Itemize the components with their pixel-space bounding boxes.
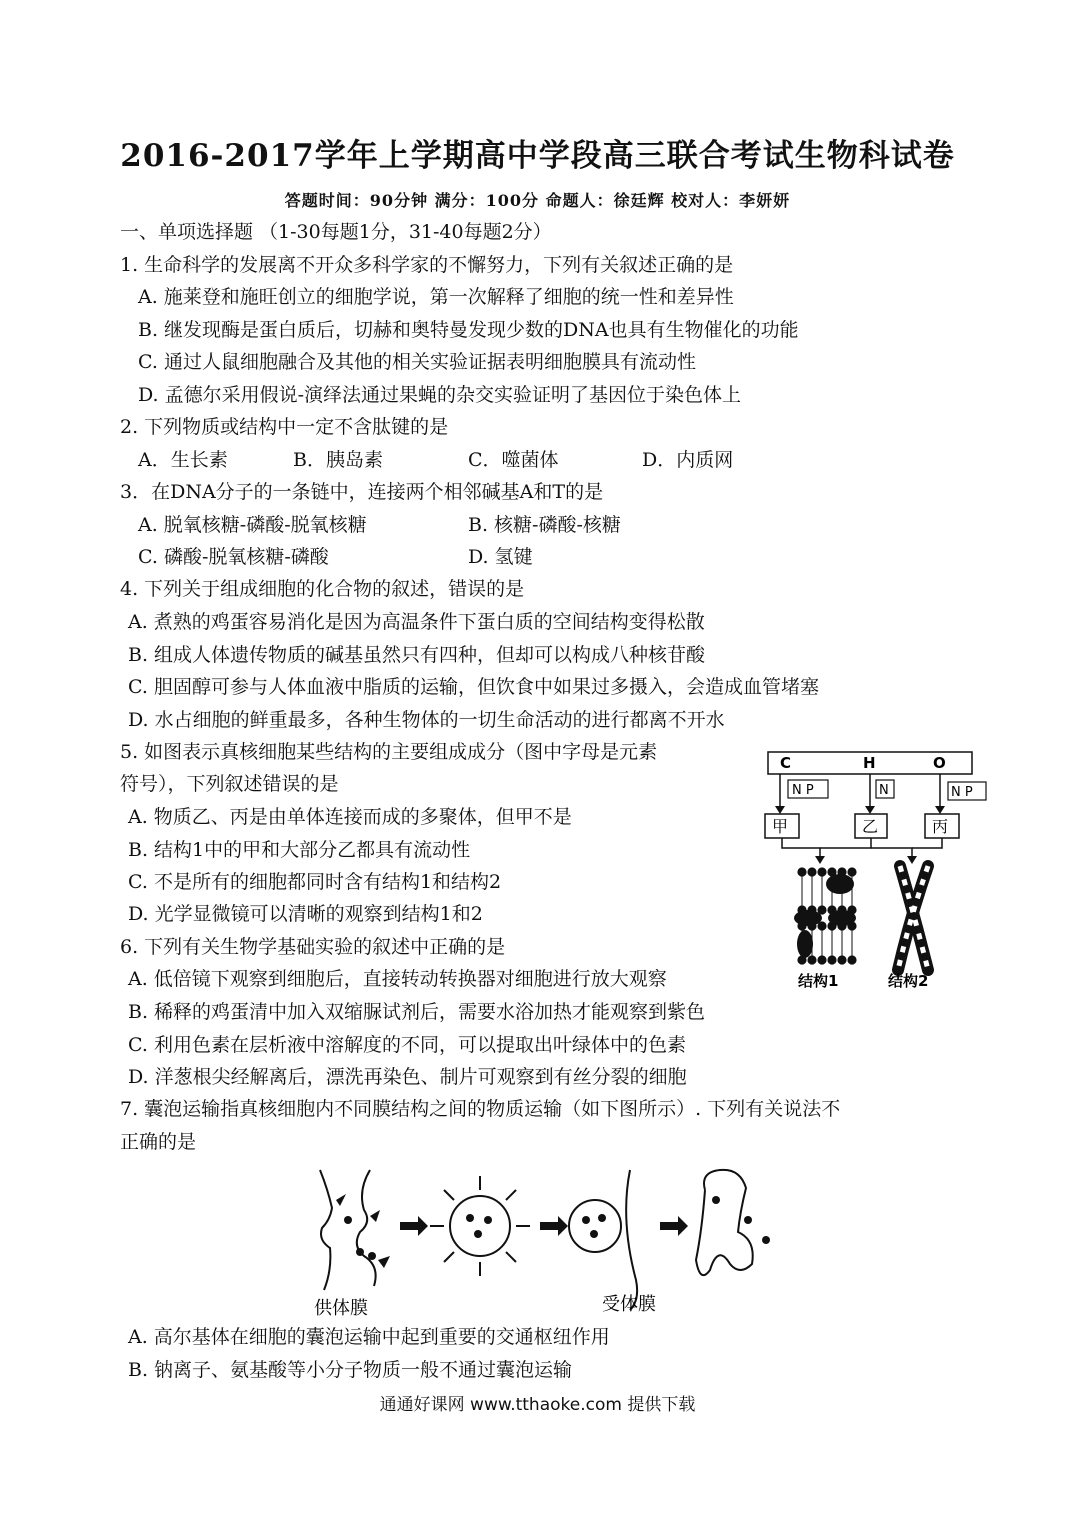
substance-jia: 甲 <box>772 817 789 836</box>
label-np-2: N P <box>951 785 973 800</box>
q5-option-b: B. 结构1中的甲和大部分乙都具有流动性 <box>128 839 471 861</box>
chromosome-structure-2 <box>898 866 928 970</box>
acceptor-membrane-shape <box>696 1170 770 1275</box>
q3-option-a: A. 脱氧核糖-磷酸-脱氧核糖 <box>138 514 367 536</box>
vesicle-fusing-shape <box>569 1170 637 1310</box>
q5-option-c: C. 不是所有的细胞都同时含有结构1和结构2 <box>128 871 502 893</box>
label-np-1: N P <box>792 783 814 798</box>
q4-option-d: D. 水占细胞的鲜重最多，各种生物体的一切生命活动的进行都离不开水 <box>128 709 725 731</box>
q3-stem: 3．在DNA分子的一条链中，连接两个相邻碱基A和T的是 <box>120 481 604 503</box>
q4-stem: 4. 下列关于组成细胞的化合物的叙述，错误的是 <box>120 578 525 600</box>
q3-option-b: B. 核糖-磷酸-核糖 <box>468 514 621 536</box>
q3-option-c: C. 磷酸-脱氧核糖-磷酸 <box>138 546 329 568</box>
q4-option-a: A. 煮熟的鸡蛋容易消化是因为高温条件下蛋白质的空间结构变得松散 <box>128 611 705 633</box>
q5-stem-line2: 符号），下列叙述错误的是 <box>120 773 339 795</box>
q2-option-c: C．噬菌体 <box>468 449 559 471</box>
page-title: 2016-2017学年上学期高中学段高三联合考试生物科试卷 <box>120 138 955 174</box>
substance-bing: 丙 <box>932 817 949 836</box>
structure-1-label: 结构1 <box>798 972 839 990</box>
q2-option-d: D．内质网 <box>642 449 734 471</box>
section-heading: 一、单项选择题 （1-30每题1分，31-40每题2分） <box>120 221 552 243</box>
q7-option-a: A. 高尔基体在细胞的囊泡运输中起到重要的交通枢纽作用 <box>128 1326 610 1348</box>
footer-text: 通通好课网 www.tthaoke.com 提供下载 <box>379 1395 696 1415</box>
element-h: H <box>863 754 876 772</box>
element-o: O <box>933 754 946 772</box>
q5-option-a: A. 物质乙、丙是由单体连接而成的多聚体，但甲不是 <box>128 806 572 828</box>
arrow-icon-3 <box>660 1216 688 1236</box>
q5-stem-line1: 5. 如图表示真核细胞某些结构的主要组成成分（图中字母是元素 <box>120 741 658 763</box>
substance-yi: 乙 <box>862 817 879 836</box>
q6-option-b: B. 稀释的鸡蛋清中加入双缩脲试剂后，需要水浴加热才能观察到紫色 <box>128 1001 706 1023</box>
exam-meta: 答题时间：90分钟 满分：100分 命题人：徐廷辉 校对人：李妍妍 <box>284 191 791 210</box>
donor-membrane-shape <box>320 1170 376 1290</box>
q1-option-c: C. 通过人鼠细胞融合及其他的相关实验证据表明细胞膜具有流动性 <box>138 351 696 373</box>
q7-stem-line1: 7. 囊泡运输指真核细胞内不同膜结构之间的物质运输（如下图所示）. 下列有关说法不 <box>120 1098 841 1120</box>
acceptor-membrane-label: 受体膜 <box>602 1294 656 1315</box>
q1-option-a: A. 施莱登和施旺创立的细胞学说，第一次解释了细胞的统一性和差异性 <box>138 286 734 308</box>
q6-option-c: C. 利用色素在层析液中溶解度的不同，可以提取出叶绿体中的色素 <box>128 1034 686 1056</box>
donor-membrane-label: 供体膜 <box>314 1298 368 1319</box>
q6-stem: 6. 下列有关生物学基础实验的叙述中正确的是 <box>120 936 506 958</box>
q1-stem: 1. 生命科学的发展离不开众多科学家的不懈努力，下列有关叙述正确的是 <box>120 254 734 276</box>
q7-stem-line2: 正确的是 <box>120 1131 197 1153</box>
q6-option-d: D. 洋葱根尖经解离后，漂洗再染色、制片可观察到有丝分裂的细胞 <box>128 1066 687 1088</box>
q1-option-b: B. 继发现酶是蛋白质后，切赫和奥特曼发现少数的DNA也具有生物催化的功能 <box>138 319 799 341</box>
q4-option-b: B. 组成人体遗传物质的碱基虽然只有四种，但却可以构成八种核苷酸 <box>128 644 706 666</box>
q6-option-a: A. 低倍镜下观察到细胞后，直接转动转换器对细胞进行放大观察 <box>128 968 667 990</box>
coated-vesicle-shape <box>430 1176 530 1276</box>
element-c: C <box>780 754 792 772</box>
label-n: N <box>879 783 889 798</box>
membrane-structure-1 <box>794 868 856 964</box>
q2-option-a: A．生长素 <box>138 449 228 471</box>
q4-option-c: C. 胆固醇可参与人体血液中脂质的运输，但饮食中如果过多摄入，会造成血管堵塞 <box>128 676 819 698</box>
q5-figure <box>760 748 990 993</box>
q7-option-b: B. 钠离子、氨基酸等小分子物质一般不通过囊泡运输 <box>128 1359 573 1381</box>
q5-option-d: D. 光学显微镜可以清晰的观察到结构1和2 <box>128 903 483 925</box>
q3-option-d: D. 氢键 <box>468 546 533 568</box>
q2-stem: 2. 下列物质或结构中一定不含肽键的是 <box>120 416 449 438</box>
arrow-icon <box>400 1216 428 1236</box>
q7-vesicle-figure <box>300 1160 780 1320</box>
q2-option-b: B．胰岛素 <box>293 449 383 471</box>
arrow-icon-2 <box>540 1216 568 1236</box>
q1-option-d: D. 孟德尔采用假说-演绎法通过果蝇的杂交实验证明了基因位于染色体上 <box>138 384 742 406</box>
structure-2-label: 结构2 <box>888 972 929 990</box>
